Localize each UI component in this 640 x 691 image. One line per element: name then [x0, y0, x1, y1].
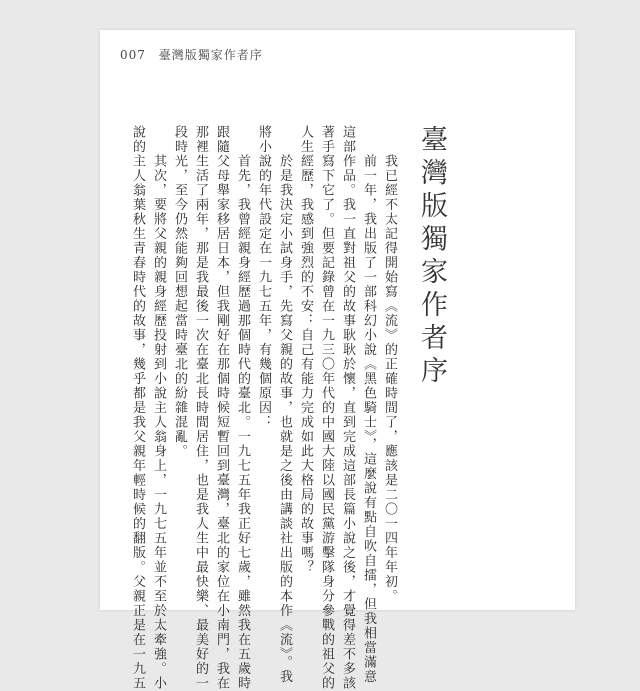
text-column: 前一年，我出版了一部科幻小說《黑色騎士》，這麼說有點自吹自擂，但我相當滿意 — [361, 125, 376, 684]
chapter-title: 臺灣版獨家作者序 — [416, 125, 447, 389]
text-column: 跟隨父母舉家移居日本，但我剛好在那個時候短暫回到臺灣，臺北的家位在小南門，我在 — [214, 125, 229, 691]
text-column: 段時光，至今仍然能夠回想起當時臺北的紛雜混亂。 — [172, 125, 187, 459]
text-column: 那裡生活了兩年，那是我最後一次在臺北長時間居住，也是我人生中最快樂、最美好的一 — [193, 125, 208, 691]
text-column: 著手寫下它了。但要記錄曾在一九三〇年代的中國大陸以國民黨游擊隊身分參戰的祖父的 — [319, 125, 334, 691]
text-column: 其次，要將父親的親身經歷投射到小說主人翁身上，一九七五年並不至於太牽強。小 — [151, 125, 166, 691]
text-column: 首先，我曾經親身經歷過那個時代的臺北。一九七五年我正好七歲，雖然我在五歲時 — [235, 125, 250, 691]
text-column: 人生經歷，我感到強烈的不安：自己有能力完成如此大格局的故事嗎？ — [298, 125, 313, 575]
text-column: 說的主人翁葉秋生青春時代的故事，幾乎都是我父親年輕時候的翻版。父親正是在一九五 — [130, 125, 145, 691]
text-column: 我已經不太記得開始寫《流》的正確時間了，應該是二〇一四年年初。 — [382, 125, 397, 604]
page-number: 007 — [120, 48, 146, 62]
text-column: 將小說的年代設定在一九七五年，有幾個原因： — [256, 125, 271, 430]
running-head-label: 臺灣版獨家作者序 — [158, 48, 263, 62]
running-head — [120, 46, 263, 63]
text-column: 這部作品。我一直對祖父的故事耿耿於懷，直到完成這部長篇小說之後，才覺得差不多該 — [340, 125, 355, 691]
book-page — [100, 30, 575, 691]
text-column: 於是我決定小試身手，先寫父親的故事，也就是之後由講談社出版的本作《流》。我 — [277, 125, 292, 684]
